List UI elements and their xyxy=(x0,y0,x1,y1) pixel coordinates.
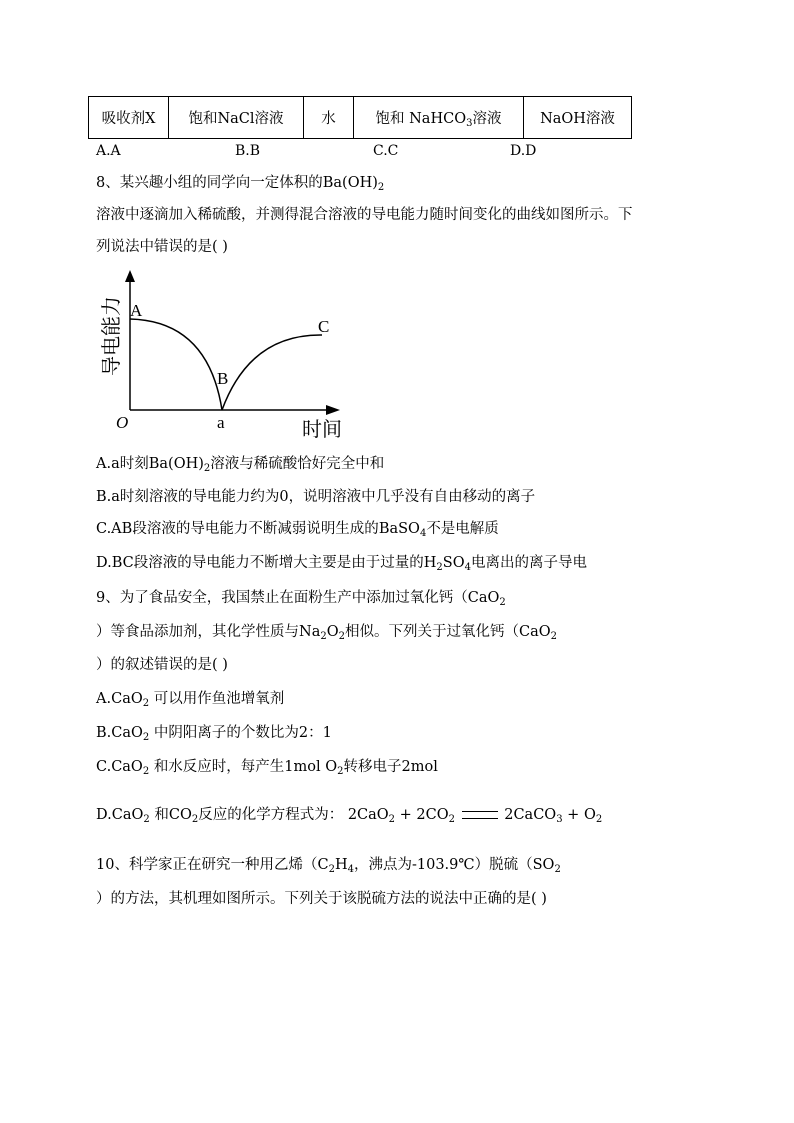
table-cell: NaOH溶液 xyxy=(524,97,632,139)
y-axis-label: 导电能力 xyxy=(99,296,123,376)
table-cell: 饱和 NaHCO$_3$溶液 xyxy=(354,97,524,139)
conductivity-chart xyxy=(90,268,360,444)
q8-option-b[interactable]: B.a时刻溶液的导电能力约为0，说明溶液中几乎没有自由移动的离子 xyxy=(96,489,536,505)
label-c: C xyxy=(318,317,330,336)
q8-stem-line1: 8、某兴趣小组的同学向一定体积的$Ba(OH)_2$ xyxy=(96,175,385,193)
equals-sign xyxy=(462,811,498,819)
q9-option-d[interactable]: D.CaO$_2$ 和$CO_2$反应的化学方程式为： $2CaO_2 + 2CO_2$ 2CaCO$_3$ + $O_2$ xyxy=(96,807,603,825)
curve-ab xyxy=(130,319,222,410)
q8-stem-line3: 列说法中错误的是( ) xyxy=(96,239,228,255)
table-cell: 饱和NaCl溶液 xyxy=(169,97,304,139)
q8-option-c[interactable]: C.AB段溶液的导电能力不断减弱说明生成的BaSO$_4$不是电解质 xyxy=(96,521,499,539)
q9-stem-line2: ）等食品添加剂，其化学性质与$Na_2O_2$相似。下列关于过氧化钙（CaO$_2$ xyxy=(96,624,557,642)
q10-stem-line2: ）的方法，其机理如图所示。下列关于该脱硫方法的说法中正确的是( ) xyxy=(96,891,547,907)
q10-stem-line1: 10、科学家正在研究一种用乙烯（$C_2H_4$，沸点为-103.9℃）脱硫（$SO_2$ xyxy=(96,857,561,875)
q9-stem-line3: ）的叙述错误的是( ) xyxy=(96,657,228,673)
absorbent-table xyxy=(88,96,632,139)
x-axis-arrow xyxy=(326,405,340,415)
y-axis-arrow xyxy=(125,270,135,282)
table-cell: 水 xyxy=(304,97,354,139)
q8-option-a[interactable]: A.a时刻$Ba(OH)_2$溶液与稀硫酸恰好完全中和 xyxy=(96,456,385,474)
choice-a[interactable]: A.A xyxy=(96,143,121,159)
curve-bc xyxy=(222,335,322,410)
q9-option-b[interactable]: B.CaO$_2$ 中阴阳离子的个数比为2：1 xyxy=(96,725,332,743)
label-b: B xyxy=(217,369,229,388)
chemical-equation: $2CaO_2 + 2CO_2$ 2CaCO$_3$ + $O_2$ xyxy=(347,807,603,825)
table-row xyxy=(89,97,632,139)
x-axis-label: 时间 xyxy=(302,417,342,441)
origin-label: O xyxy=(116,413,129,432)
q9-option-c[interactable]: C.CaO$_2$ 和水反应时，每产生1mol $O_2$转移电子2mol xyxy=(96,759,438,777)
choice-b[interactable]: B.B xyxy=(235,143,261,159)
choice-d[interactable]: D.D xyxy=(510,143,537,159)
label-a: A xyxy=(130,301,143,320)
table-cell: 吸收剂X xyxy=(89,97,169,139)
q8-option-d[interactable]: D.BC段溶液的导电能力不断增大主要是由于过量的$H_2SO_4$电离出的离子导电 xyxy=(96,555,587,573)
q9-option-a[interactable]: A.CaO$_2$ 可以用作鱼池增氧剂 xyxy=(96,691,285,709)
q8-stem-line2: 溶液中逐滴加入稀硫酸，并测得混合溶液的导电能力随时间变化的曲线如图所示。下 xyxy=(96,207,633,223)
tick-a-label: a xyxy=(217,413,225,432)
choice-c[interactable]: C.C xyxy=(373,143,399,159)
q9-stem-line1: 9、为了食品安全，我国禁止在面粉生产中添加过氧化钙（CaO$_2$ xyxy=(96,590,506,608)
